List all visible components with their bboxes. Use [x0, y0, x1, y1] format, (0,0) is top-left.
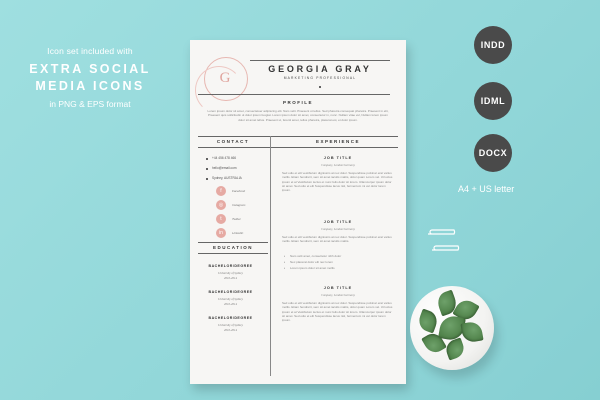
job-bullet-2-2: • Nec placerat dolor elit nec lorem — [290, 260, 333, 264]
name-top-rule — [250, 60, 390, 61]
contact-phone: +44 456 478 466 — [212, 156, 237, 160]
edu-years-3: 2010-2014 — [224, 328, 237, 332]
contact-heading: CONTACT — [216, 139, 250, 144]
location-icon — [206, 178, 208, 180]
social-label-facebook: Facebook — [232, 189, 246, 193]
edu-school-2: University of Sydney — [218, 297, 243, 301]
edu-school-3: University of Sydney — [218, 323, 243, 327]
facebook-icon: f — [216, 186, 226, 196]
resume-sheet — [190, 40, 406, 384]
profile-text: Lorem ipsum dolor sit amet, consectetuer adipiscing elit. Nam velit. Praesent ut tellus. Sed pharetra consequat pharetra. Praesent in elit, Praesent quis sollicitudin ut dolor ipsum feugiat. Lorem ipsum dolor sit amet, consectetur in, nunc. Nullam vitae vel, Nullam lorem ipsum dolor sit amet tellus. Praesent ut, ferenti amet, tellus pharetra, placerat est, et dolor ipsum. — [207, 109, 389, 122]
resume-name: GEORGIA GRAY — [268, 64, 372, 74]
profile-heading: PROFILE — [282, 100, 313, 105]
paperclip-icon — [426, 228, 460, 240]
badge-indd: INDD — [474, 26, 512, 64]
badge-docx: DOCX — [474, 134, 512, 172]
edu-years-2: 2010-2014 — [224, 302, 237, 306]
edu-degree-3: BACHELOR/DEGREE — [208, 316, 253, 320]
profile-bottom-rule — [198, 136, 398, 137]
education-heading: EDUCATION — [213, 245, 253, 250]
paperclip-icon — [430, 244, 464, 256]
edu-years-1: 2010-2014 — [224, 276, 237, 280]
header-bottom-rule — [198, 94, 390, 95]
job-bullet-2-1: • Nam velit amet, consectetur nibh dolor — [290, 254, 341, 258]
job-title-2: JOB TITLE — [323, 220, 353, 224]
social-label-instagram: Instagram — [232, 203, 246, 207]
linkedin-icon: in — [216, 228, 226, 238]
social-label-linkedin: LinkedIn — [232, 231, 244, 235]
promo-title-line2: MEDIA ICONS — [35, 79, 145, 93]
job-text-2: Sed odio et elit vestibulum dignissim at nec dolor. Suspendisse pulvinar erat varius mollis. Etiam hendrerit, sem sit amet iaculis mattis. — [282, 235, 392, 244]
paper-sizes-note: A4 + US letter — [458, 184, 515, 194]
experience-heading: EXPERIENCE — [315, 139, 360, 144]
column-divider — [270, 136, 271, 376]
job-company-2: Company, London/Germany — [321, 227, 355, 231]
job-bullet-2-3: • Lorem ipsum dolor sit amet mollis — [290, 266, 335, 270]
promo-title — [0, 61, 180, 95]
social-label-twitter: Twitter — [232, 217, 241, 221]
phone-icon — [206, 158, 208, 160]
contact-location: Sydney, AUSTRALIA — [212, 176, 242, 180]
resume-role: MARKETING PROFESSIONAL — [283, 76, 357, 80]
job-text-3: Sed odio et elit vestibulum dignissim at nec dolor. Suspendisse pulvinar erat varius mollis. Etiam hendrerit, sem sit amet iaculis mattis, dolor quam Lorem vel. Ut luctus ipsum et at Vestibulum lectus et nunc felis dolor sit lorem. Ullamcorper ipsum dolor sit amet. Sed odio et elit Suspendisse lacus nisl, fermentum mi vel dolor lorem ipsum. — [282, 301, 393, 323]
job-company-1: Company, London/Germany — [321, 163, 355, 167]
job-title-1: JOB TITLE — [323, 156, 353, 160]
job-title-3: JOB TITLE — [323, 286, 353, 290]
name-dot — [319, 86, 321, 88]
promo-title-line1: EXTRA SOCIAL — [29, 62, 151, 76]
promo-subtitle: Icon set included with — [47, 46, 133, 56]
job-text-1: Sed odio et elit vestibulum dignissim at nec dolor. Suspendisse pulvinar erat varius mollis. Etiam hendrerit, sem sit amet iaculis mattis, dolor quam Lorem vel. Ut luctus ipsum et at Vestibulum lectus et nunc felis dolor sit lorem. Ullamcorper ipsum dolor sit amet. Sed odio et elit Suspendisse lacus nisl, fermentum mi vel dolor lorem ipsum. — [282, 171, 393, 193]
email-icon — [206, 168, 208, 170]
edu-school-1: University of Sydney — [218, 271, 243, 275]
education-bottom-rule — [198, 253, 268, 254]
edu-degree-2: BACHELOR/DEGREE — [208, 290, 253, 294]
column-heading-rule — [198, 147, 398, 148]
edu-degree-1: BACHELOR/DEGREE — [208, 264, 253, 268]
job-company-3: Company, London/Germany — [321, 293, 355, 297]
promo-text-block — [0, 46, 180, 109]
badge-idml: IDML — [474, 82, 512, 120]
twitter-icon: t — [216, 214, 226, 224]
promo-formats: in PNG & EPS format — [49, 99, 131, 109]
instagram-icon: ◎ — [216, 200, 226, 210]
contact-email: hello@email.com — [212, 166, 237, 170]
logo-letter: G — [219, 70, 231, 86]
education-top-rule — [198, 242, 268, 243]
